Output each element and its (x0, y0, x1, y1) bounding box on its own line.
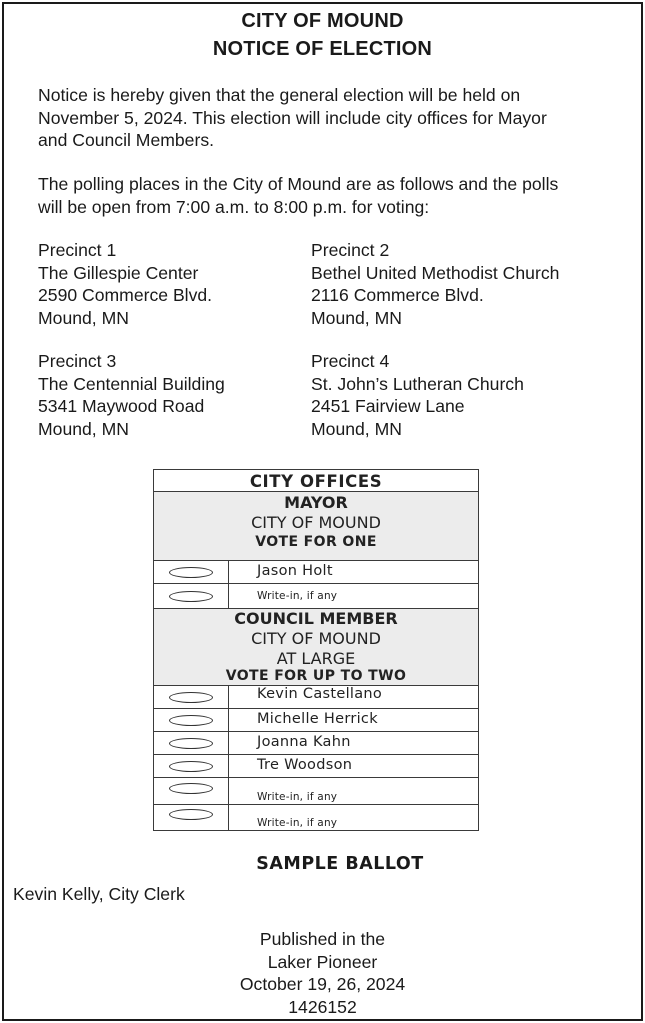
precinct-2 (311, 239, 559, 329)
mayor-section-header (154, 491, 478, 561)
writein-label: Write-in, if any (257, 791, 338, 803)
sample-ballot-caption: SAMPLE BALLOT (256, 854, 424, 874)
precinct-city: Mound, MN (311, 418, 402, 439)
vote-oval[interactable] (169, 591, 213, 602)
oval-cell (154, 686, 229, 708)
council-subtitle: CITY OF MOUND (251, 629, 381, 648)
mayor-title: MAYOR (284, 493, 348, 512)
paragraph-line: Notice is hereby given that the general election will be held on (38, 85, 521, 105)
precinct-city: Mound, MN (38, 307, 129, 328)
vote-oval[interactable] (169, 809, 213, 820)
oval-cell (154, 584, 229, 608)
candidate-name: Jason Holt (257, 563, 333, 579)
precinct-name: Precinct 3 (38, 351, 117, 371)
precinct-name: Precinct 2 (311, 240, 390, 260)
precinct-place: The Centennial Building (38, 373, 225, 394)
ballot-row-council-writein-1 (154, 778, 478, 805)
publication-dates: October 19, 26, 2024 (239, 974, 406, 994)
precinct-address: 5341 Maywood Road (38, 396, 205, 416)
oval-cell (154, 561, 229, 583)
oval-cell (154, 732, 229, 754)
precinct-1 (38, 239, 212, 329)
ballot-row-mayor-writein (154, 584, 478, 608)
vote-oval[interactable] (169, 567, 213, 578)
oval-cell (154, 778, 229, 804)
publication-info (0, 928, 645, 1018)
ballot-row-kevin-castellano (154, 686, 478, 709)
ballot-row-michelle-herrick (154, 709, 478, 732)
oval-cell (154, 709, 229, 731)
city-clerk-signature: Kevin Kelly, City Clerk (13, 884, 185, 904)
vote-oval[interactable] (169, 692, 213, 703)
publication-line: Published in the (259, 929, 386, 949)
precinct-city: Mound, MN (38, 418, 129, 439)
candidate-name: Joanna Kahn (257, 734, 351, 750)
precinct-address: 2451 Fairview Lane (311, 396, 465, 416)
precinct-name: Precinct 4 (311, 351, 390, 371)
notice-title: NOTICE OF ELECTION (212, 38, 433, 60)
mayor-instruction: VOTE FOR ONE (255, 534, 377, 550)
sample-ballot (153, 469, 479, 831)
notice-paragraph-2 (38, 173, 623, 218)
mayor-subtitle: CITY OF MOUND (251, 513, 381, 532)
paragraph-line: November 5, 2024. This election will include city offices for Mayor (38, 107, 547, 128)
vote-oval[interactable] (169, 783, 213, 794)
paragraph-line: and Council Members. (38, 130, 215, 150)
council-instruction: VOTE FOR UP TO TWO (225, 668, 407, 684)
precinct-4 (311, 350, 524, 440)
oval-cell (154, 805, 229, 830)
precinct-address: 2116 Commerce Blvd. (311, 285, 484, 305)
writein-label: Write-in, if any (257, 590, 338, 602)
notice-paragraph-1 (38, 84, 623, 152)
precinct-place: Bethel United Methodist Church (311, 262, 560, 283)
precinct-place: The Gillespie Center (38, 262, 199, 283)
vote-oval[interactable] (169, 715, 213, 726)
oval-cell (154, 755, 229, 777)
ballot-row-jason-holt (154, 561, 478, 584)
precinct-city: Mound, MN (311, 307, 402, 328)
council-section-header (154, 608, 478, 686)
precinct-address: 2590 Commerce Blvd. (38, 285, 213, 305)
precinct-3 (38, 350, 225, 440)
publication-name: Laker Pioneer (267, 951, 378, 972)
writein-label: Write-in, if any (257, 817, 338, 829)
notice-title-city: CITY OF MOUND (241, 10, 404, 32)
publication-id: 1426152 (288, 996, 357, 1017)
vote-oval[interactable] (169, 738, 213, 749)
precinct-place: St. John’s Lutheran Church (311, 373, 524, 394)
candidate-name: Tre Woodson (257, 757, 353, 773)
ballot-row-council-writein-2 (154, 805, 478, 830)
ballot-row-tre-woodson (154, 755, 478, 778)
vote-oval[interactable] (169, 761, 213, 772)
paragraph-line: will be open from 7:00 a.m. to 8:00 p.m. for voting: (38, 196, 430, 217)
precinct-name: Precinct 1 (38, 240, 117, 260)
ballot-heading: CITY OFFICES (154, 470, 478, 491)
ballot-row-joanna-kahn (154, 732, 478, 755)
council-title: COUNCIL MEMBER (234, 609, 398, 628)
council-subtitle-2: AT LARGE (276, 649, 356, 668)
candidate-name: Kevin Castellano (257, 686, 383, 702)
candidate-name: Michelle Herrick (257, 711, 378, 727)
paragraph-line: The polling places in the City of Mound are as follows and the polls (38, 174, 559, 194)
